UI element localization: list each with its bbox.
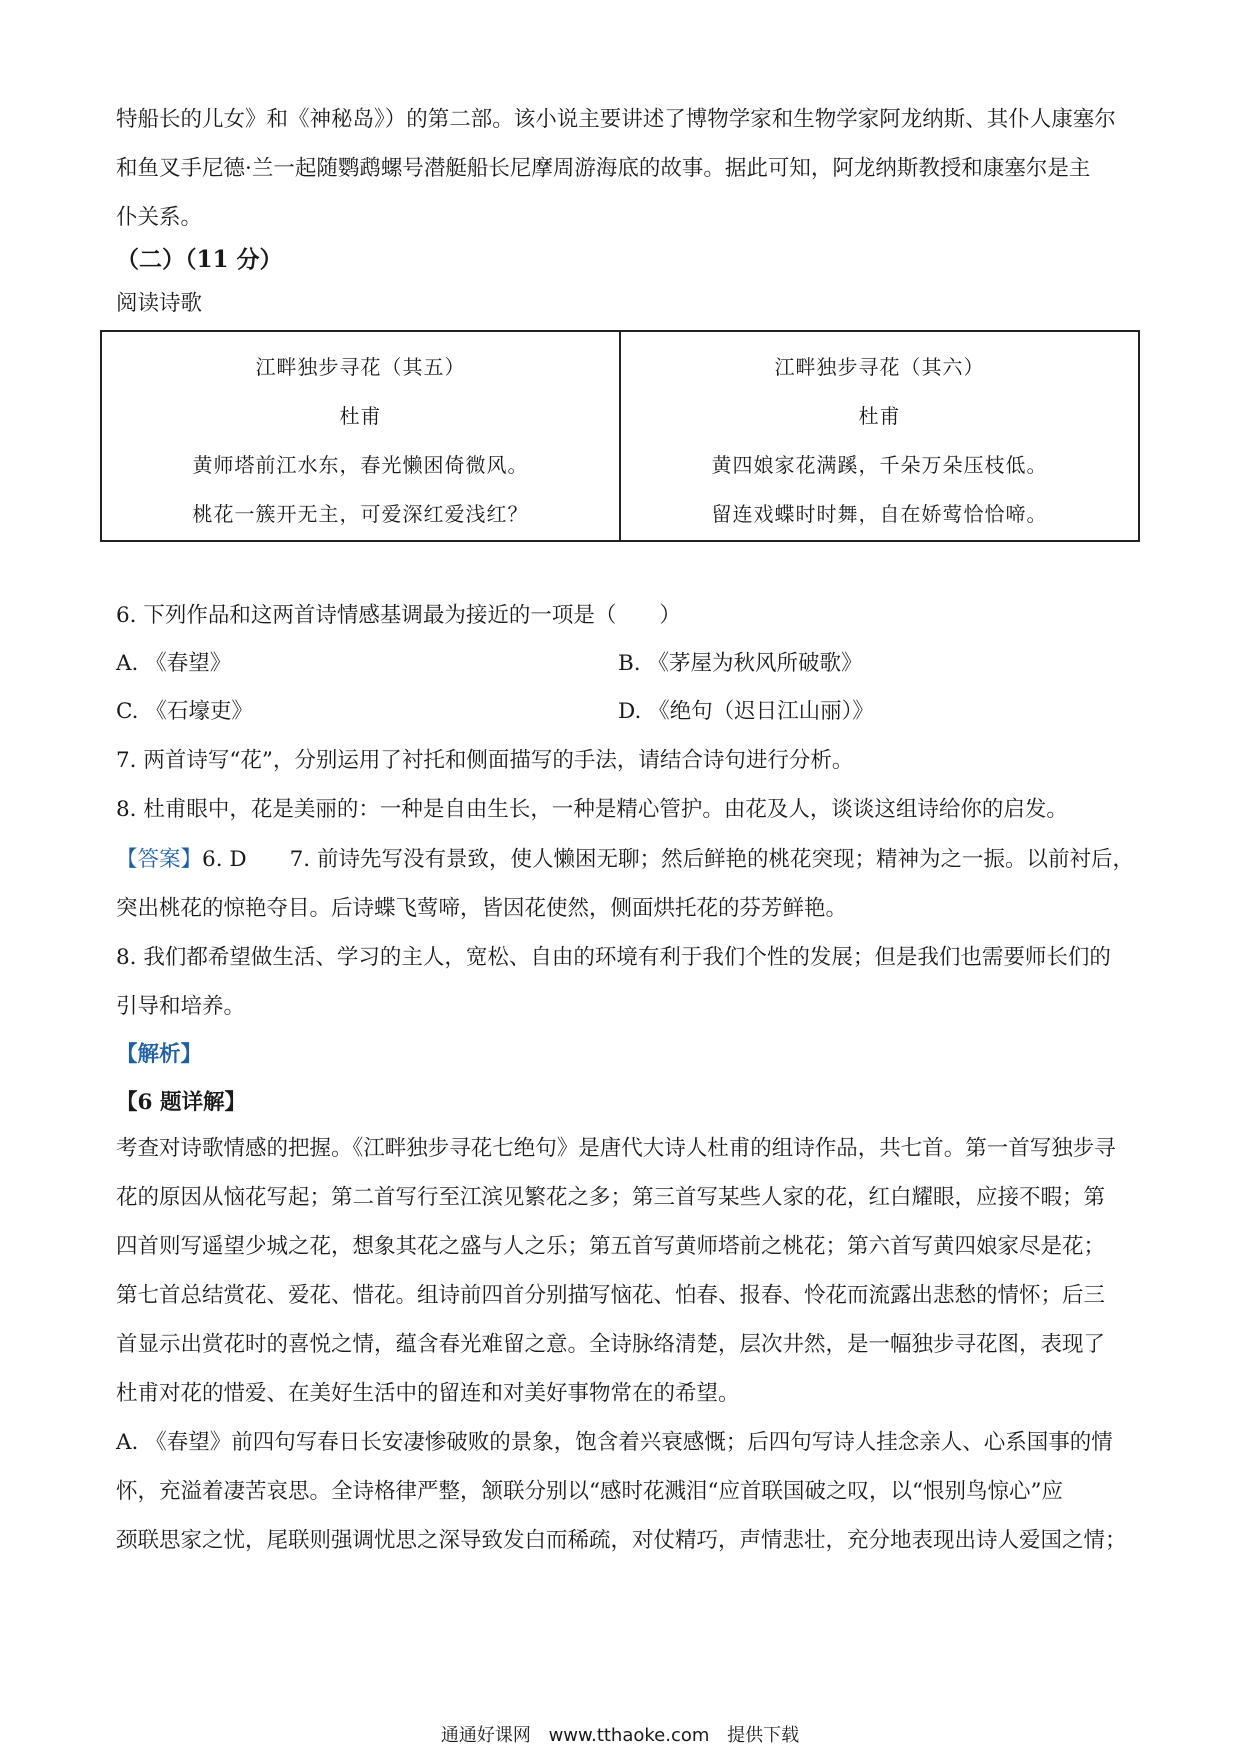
analysis-line: 杜甫对花的惜爱、在美好生活中的留连和对美好事物常在的希望。	[116, 1381, 740, 1406]
page-footer	[0, 1722, 1240, 1750]
intro-line: 特船长的儿女》和《神秘岛》）的第二部。该小说主要讲述了博物学家和生物学家阿龙纳斯、其仆人康塞尔	[116, 107, 1116, 132]
section-heading: （二）（11 分）	[116, 246, 283, 273]
analysis-line: 花的原因从恼花写起；第二首写行至江滨见繁花之多；第三首写某些人家的花，红白耀眼，应接不暇；第	[116, 1185, 1106, 1210]
answer-tag: 【答案】	[116, 847, 203, 872]
question-6: 6. 下列作品和这两首诗情感基调最为接近的一项是（ ）	[116, 603, 681, 628]
answer-line: 引导和培养。	[116, 994, 246, 1019]
answer-line	[116, 835, 1134, 884]
poem-cell-left	[102, 332, 619, 540]
poem-line: 黄四娘家花满蹊，千朵万朵压枝低。	[711, 453, 1048, 477]
answer-line: 突出桃花的惊艳夺目。后诗蝶飞莺啼，皆因花使然，侧面烘托花的芬芳鲜艳。	[116, 896, 848, 921]
option-d: D. 《绝句（迟日江山丽）》	[618, 699, 874, 724]
intro-paragraph	[116, 95, 1131, 242]
question-8: 8. 杜甫眼中，花是美丽的：一种是自由生长，一种是精心管护。由花及人，谈谈这组诗给你的启发。	[116, 797, 1068, 822]
option-c: C. 《石壕吏》	[116, 699, 253, 724]
analysis-subheading: 【6 题详解】	[116, 1090, 246, 1115]
analysis-line: 第七首总结赏花、爱花、惜花。组诗前四首分别描写恼花、怕春、报春、怜花而流露出悲愁的情怀；后三	[116, 1283, 1106, 1308]
option-b: B. 《茅屋为秋风所破歌》	[618, 651, 863, 676]
footer-site-name: 通通好课网	[440, 1725, 531, 1746]
answer-line: 8. 我们都希望做生活、学习的主人，宽松、自由的环境有利于我们个性的发展；但是我们也需要师长们的	[116, 945, 1111, 970]
analysis-line: A. 《春望》前四句写春日长安凄惨破败的景象，饱含着兴衰感慨；后四句写诗人挂念亲人、心系国事的情	[116, 1430, 1113, 1455]
answer-block	[116, 835, 1134, 1031]
poem-title: 江畔独步寻花（其六）	[774, 355, 985, 379]
poem-cell-right	[619, 332, 1138, 540]
analysis-line: 颈联思家之忧，尾联则强调忧思之深导致发白而稀疏，对仗精巧，声情悲壮，充分地表现出诗人爱国之情；	[116, 1528, 1127, 1553]
intro-line: 仆关系。	[116, 205, 203, 230]
analysis-paragraph-2	[116, 1418, 1131, 1565]
analysis-paragraph-1	[116, 1124, 1131, 1418]
poem-title: 江畔独步寻花（其五）	[255, 355, 466, 379]
footer-url[interactable]: www.tthaoke.com	[548, 1725, 710, 1746]
option-a: A. 《春望》	[116, 651, 232, 676]
question-7: 7. 两首诗写“花”，分别运用了衬托和侧面描写的手法，请结合诗句进行分析。	[116, 748, 854, 773]
poem-author: 杜甫	[339, 404, 382, 428]
poem-line: 桃花一簇开无主，可爱深红爱浅红？	[192, 502, 529, 526]
intro-line: 和鱼叉手尼德·兰一起随鹦鹉螺号潜艇船长尼摩周游海底的故事。据此可知，阿龙纳斯教授和康塞尔是主	[116, 156, 1091, 181]
poem-author: 杜甫	[858, 404, 901, 428]
answer-text: 6. D 7. 前诗先写没有景致，使人懒困无聊；然后鲜艳的桃花突现；精神为之一振。以前衬后，	[202, 847, 1134, 872]
analysis-line: 考查对诗歌情感的把握。《江畔独步寻花七绝句》是唐代大诗人杜甫的组诗作品，共七首。第一首写独步寻	[116, 1136, 1116, 1161]
footer-suffix: 提供下载	[727, 1725, 800, 1746]
section-instruction: 阅读诗歌	[116, 291, 203, 316]
analysis-line: 首显示出赏花时的喜悦之情，蕴含春光难留之意。全诗脉络清楚，层次井然，是一幅独步寻花图，表现了	[116, 1332, 1106, 1357]
analysis-line: 四首则写遥望少城之花，想象其花之盛与人之乐；第五首写黄师塔前之桃花；第六首写黄四娘家尽是花；	[116, 1234, 1106, 1259]
poem-table	[100, 330, 1140, 542]
poem-line: 黄师塔前江水东，春光懒困倚微风。	[192, 453, 529, 477]
analysis-tag: 【解析】	[116, 1042, 203, 1067]
poem-line: 留连戏蝶时时舞，自在娇莺恰恰啼。	[711, 502, 1048, 526]
analysis-line: 怀，充溢着凄苦哀思。全诗格律严整，颔联分别以“感时花溅泪“应首联国破之叹，以“恨别鸟惊心”应	[116, 1479, 1063, 1504]
